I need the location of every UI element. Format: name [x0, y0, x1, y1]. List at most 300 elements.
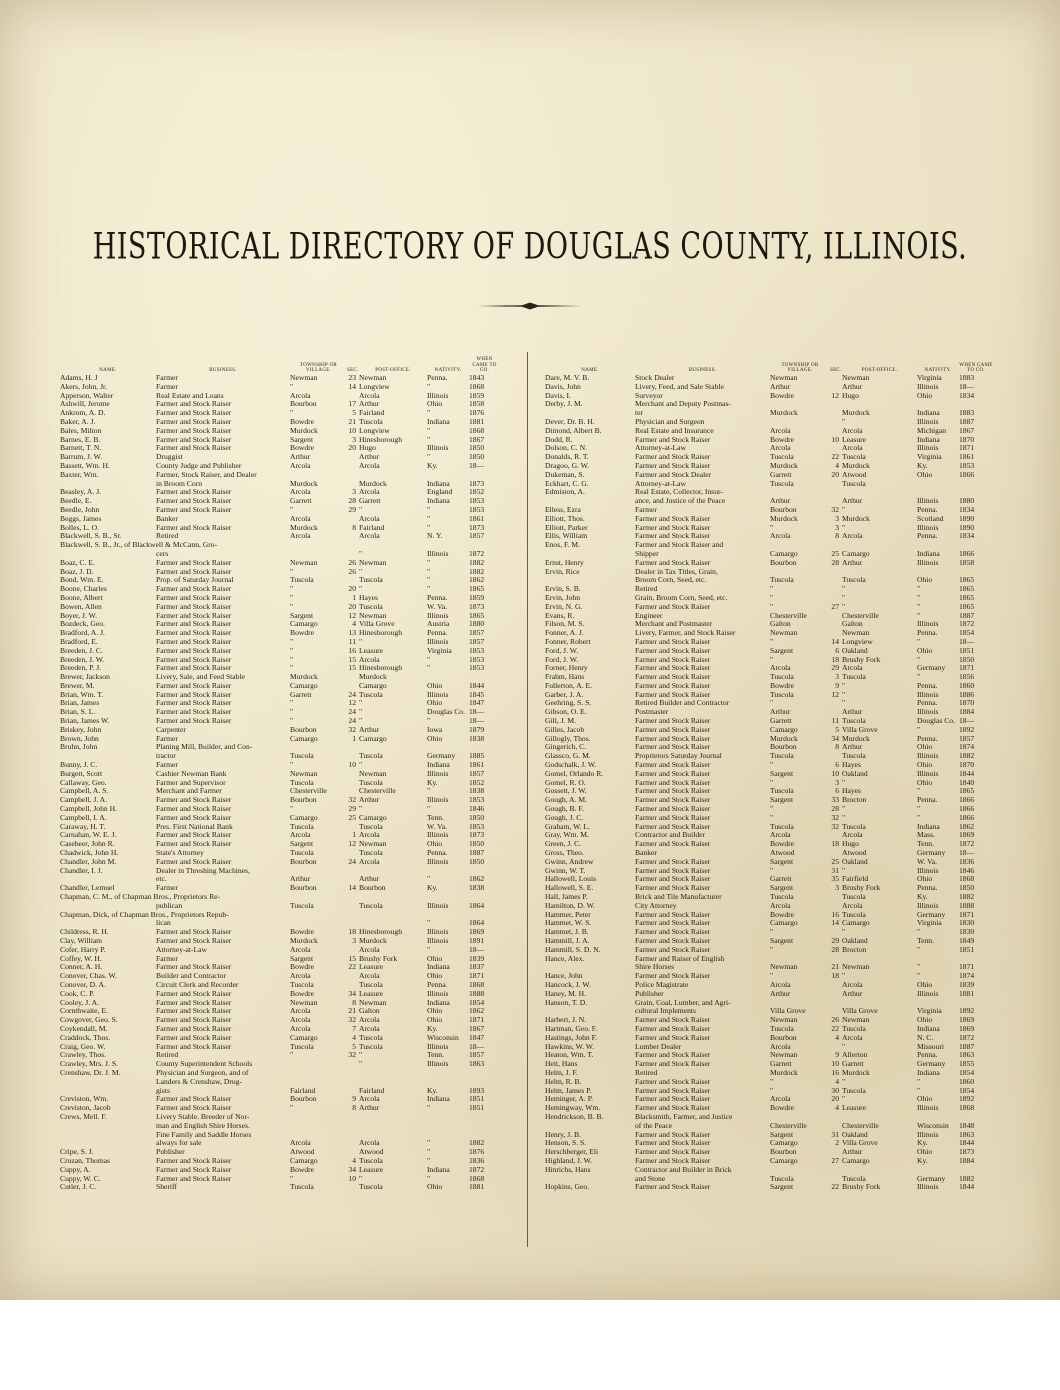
- table-row: [545, 664, 993, 673]
- entry-came-to-county: 1882: [959, 751, 975, 761]
- entry-township: Arcola: [770, 1094, 791, 1104]
- entry-name: Hastings, John F.: [545, 1032, 598, 1042]
- entry-post-office: ": [842, 592, 846, 602]
- entry-section: 32: [348, 1015, 356, 1025]
- entry-section: 27: [831, 601, 839, 611]
- entry-nativity: ": [427, 874, 431, 884]
- entry-post-office: Arcola: [359, 856, 380, 866]
- header-section: SEC.: [830, 368, 842, 374]
- entry-business: Farmer and Stock Raiser: [156, 830, 232, 840]
- entry-section: [347, 1078, 359, 1087]
- entry-business: Farmer and Stock Raiser: [156, 610, 232, 620]
- entry-township: Sargent: [770, 1182, 794, 1192]
- entry-nativity: Illinois: [917, 1103, 939, 1113]
- entry-post-office: Tuscola: [359, 848, 383, 858]
- entry-business: Farmer and Stock Raiser: [635, 601, 711, 611]
- entry-section: [830, 990, 842, 999]
- entry-nativity: Illinois: [427, 795, 449, 805]
- table-row: [545, 1069, 993, 1078]
- table-row: [60, 1122, 500, 1131]
- entry-nativity: Ohio: [917, 1147, 933, 1157]
- entry-post-office: Arthur: [842, 742, 863, 752]
- entry-came-to-county: 1868: [959, 1103, 975, 1113]
- entry-name: Apperson, Walter: [60, 390, 114, 400]
- entry-name: Bunny, J. C.: [60, 760, 98, 770]
- entry-section: 25: [831, 548, 839, 558]
- entry-name: Beasley, A. J.: [60, 487, 102, 497]
- entry-section: 10: [831, 1059, 839, 1069]
- table-row: [545, 629, 993, 638]
- entry-came-to-county: 1872: [469, 1164, 485, 1174]
- entry-section: [347, 1183, 359, 1192]
- entry-came-to-county: 1865: [959, 575, 975, 585]
- entry-section: 16: [348, 645, 356, 655]
- entry-post-office: Galton: [359, 1006, 380, 1016]
- entry-business: Farmer and Stock Raiser: [635, 856, 711, 866]
- entry-township: Villa Grove: [770, 1006, 806, 1016]
- entry-came-to-county: 1856: [959, 672, 975, 682]
- entry-section: 8: [352, 522, 356, 532]
- entry-township: Newman: [290, 373, 318, 382]
- entry-nativity: Illinois: [427, 856, 449, 866]
- entry-section: [830, 981, 842, 990]
- entry-name: Campbell, J. A.: [60, 795, 108, 805]
- entry-business: Farmer and Stock Raiser: [156, 601, 232, 611]
- entry-section: 10: [348, 425, 356, 435]
- entry-business: Real Estate and Insurance: [635, 425, 714, 435]
- entry-name: Beggs, James: [60, 513, 102, 523]
- entry-business: publican: [156, 900, 183, 910]
- entry-came-to-county: 1866: [959, 804, 975, 814]
- entry-post-office: Brushy Fork: [842, 883, 881, 893]
- entry-township: Bowdre: [290, 443, 315, 453]
- entry-township: ": [770, 698, 774, 708]
- entry-township: ": [770, 654, 774, 664]
- entry-section: 27: [831, 1155, 839, 1165]
- entry-township: ": [770, 1085, 774, 1095]
- entry-section: 18: [348, 927, 356, 937]
- entry-name: Crawley, Thos.: [60, 1050, 106, 1060]
- entry-nativity: Penna.: [427, 373, 448, 382]
- entry-business: Farmer and Stock Raiser: [156, 628, 232, 638]
- entry-section: 3: [835, 777, 839, 787]
- entry-post-office: Leasure: [359, 962, 384, 972]
- entry-name: Clay, William: [60, 936, 103, 945]
- entry-section: 3: [835, 672, 839, 682]
- directory-column-left: [60, 352, 500, 1192]
- entry-business: Farmer: [156, 373, 178, 382]
- entry-township: Sargent: [770, 856, 794, 866]
- entry-business: Prop. of Saturday Journal: [156, 575, 234, 585]
- entry-business: Retired: [156, 531, 179, 541]
- entry-name: Hall, James P.: [545, 892, 588, 902]
- entry-business: Postmaster: [635, 707, 669, 717]
- entry-township: Newman: [290, 557, 318, 567]
- entry-nativity: ": [917, 672, 921, 682]
- entry-name: Ankrom, A. D.: [60, 408, 106, 418]
- entry-township: [290, 1122, 347, 1131]
- entry-township: Newman: [770, 962, 798, 972]
- entry-township: Tuscola: [770, 892, 794, 902]
- entry-nativity: Illinois: [917, 522, 939, 532]
- table-row: [545, 1078, 993, 1087]
- entry-business: Farmer and Stock Raiser: [156, 698, 232, 708]
- entry-township: ": [290, 645, 294, 655]
- entry-section: 10: [348, 760, 356, 770]
- entry-business: Farmer and Stock Raiser: [156, 1103, 232, 1113]
- entry-township: Bourbon: [290, 883, 317, 893]
- entry-nativity: Ohio: [427, 698, 443, 708]
- entry-nativity: ": [917, 592, 921, 602]
- entry-nativity: Illinois: [427, 636, 449, 646]
- entry-name: Cuppy, A.: [60, 1164, 91, 1174]
- entry-name: Helm, J. F.: [545, 1067, 578, 1077]
- entry-post-office: Bourbon: [359, 883, 386, 893]
- entry-township: Camargo: [290, 1155, 318, 1165]
- entry-came-to-county: 1858: [469, 399, 485, 409]
- entry-business: Farmer and Stock Raiser: [156, 1041, 232, 1051]
- header-came-to-county: WHEN CAME TO CO.: [959, 362, 993, 374]
- entry-came-to-county: 1834: [959, 390, 975, 400]
- entry-township: Bourbon: [290, 795, 317, 805]
- entry-came-to-county: 1880: [959, 496, 975, 506]
- entry-came-to-county: 1853: [469, 645, 485, 655]
- entry-post-office: Leasure: [359, 988, 384, 998]
- entry-name: Conover, D. A.: [60, 979, 106, 989]
- entry-came-to-county: 1839: [959, 979, 975, 989]
- entry-business: Merchant and Postmaster: [635, 619, 713, 629]
- entry-section: 14: [348, 381, 356, 391]
- entry-township: Sargent: [770, 883, 794, 893]
- entry-name: Ervin, John: [545, 592, 581, 602]
- entry-nativity: ": [917, 1085, 921, 1095]
- table-row: [545, 471, 993, 480]
- entry-township: Sargent: [770, 936, 794, 945]
- entry-township: Bowdre: [290, 628, 315, 638]
- entry-post-office: Tuscola: [842, 1173, 866, 1183]
- entry-name: Gomel, R. O.: [545, 777, 586, 787]
- entry-name: Beedle, John: [60, 504, 100, 514]
- entry-township: Camargo: [770, 1155, 798, 1165]
- entry-name: Heit, Hans: [545, 1059, 578, 1069]
- entry-section: [347, 1122, 359, 1131]
- entry-nativity: Illinois: [917, 443, 939, 453]
- entry-post-office: Camargo: [842, 548, 870, 558]
- entry-name: Gossett, J. W.: [545, 786, 587, 796]
- entry-post-office: Camargo: [359, 733, 387, 743]
- entry-business: Farmer and Stock Raiser: [635, 883, 711, 893]
- entry-name: Baker, A. J.: [60, 416, 96, 426]
- entry-township: ": [290, 566, 294, 576]
- table-row: [60, 418, 500, 427]
- entry-township: Tuscola: [770, 786, 794, 796]
- entry-came-to-county: [469, 1122, 500, 1131]
- entry-business: cultural Implements: [635, 1006, 696, 1016]
- entry-came-to-county: 1840: [959, 777, 975, 787]
- entry-post-office: Longview: [842, 636, 873, 646]
- entry-post-office: Villa Grove: [842, 724, 878, 734]
- entry-business: Farmer and Stock Raiser: [635, 1059, 711, 1069]
- entry-came-to-county: 1868: [469, 425, 485, 435]
- entry-name: Beedle, E.: [60, 496, 92, 506]
- entry-business: Banker: [156, 513, 178, 523]
- entry-township: Camargo: [770, 548, 798, 558]
- entry-business: Farmer and Stock Raiser: [635, 733, 711, 743]
- entry-post-office: Tuscola: [842, 575, 866, 585]
- entry-section: 6: [835, 760, 839, 770]
- table-row: [545, 717, 993, 726]
- entry-section: 10: [831, 434, 839, 444]
- entry-name: Adams, H. J: [60, 373, 98, 382]
- entry-name: Gilles, Jacob: [545, 724, 585, 734]
- entry-post-office: Murdock: [359, 478, 387, 488]
- entry-came-to-county: 1857: [959, 733, 975, 743]
- entry-business: Blacksmith, Farmer, and Justice: [635, 1111, 733, 1121]
- entry-township: Arcola: [290, 460, 311, 470]
- table-row: [60, 911, 500, 920]
- entry-section: [830, 400, 842, 409]
- entry-post-office: Tuscola: [359, 689, 383, 699]
- entry-business: Farmer and Stock Raiser: [635, 812, 711, 822]
- entry-came-to-county: 1844: [959, 1138, 975, 1148]
- entry-came-to-county: 1871: [959, 962, 975, 972]
- entry-came-to-county: 1873: [469, 522, 485, 532]
- entry-business: etc.: [156, 874, 167, 884]
- table-row: [60, 656, 500, 665]
- entry-name: Caraway, H. T.: [60, 821, 106, 831]
- entry-name: Boone, Charles: [60, 584, 107, 594]
- entry-business: Farmer and Stock Raiser: [635, 724, 711, 734]
- entry-nativity: ": [917, 962, 921, 972]
- entry-section: 6: [835, 645, 839, 655]
- entry-post-office: ": [842, 1076, 846, 1086]
- entry-nativity: Illinois: [917, 619, 939, 629]
- entry-business: Merchant and Deputy Postmas-: [635, 399, 731, 409]
- entry-came-to-county: 1850: [959, 654, 975, 664]
- entry-nativity: Penna.: [427, 592, 448, 602]
- header-post-office: POST-OFFICE.: [861, 368, 898, 374]
- table-row: [60, 444, 500, 453]
- entry-business: Farmer and Stock Raiser: [156, 584, 232, 594]
- entry-post-office: Newman: [842, 373, 870, 382]
- entry-nativity: Virginia: [917, 1006, 942, 1016]
- entry-came-to-county: 1868: [469, 1173, 485, 1183]
- entry-name: Ford, J. W.: [545, 645, 579, 655]
- entry-township: Murdock: [290, 478, 318, 488]
- entry-nativity: Indiana: [917, 548, 940, 558]
- entry-township: Sargent: [770, 1129, 794, 1139]
- entry-business: Farmer and Stock Raiser: [635, 874, 711, 884]
- entry-came-to-county: 1892: [959, 724, 975, 734]
- entry-name: Helm, R. B.: [545, 1076, 582, 1086]
- entry-nativity: Ky.: [917, 460, 928, 470]
- entry-post-office: Arthur: [842, 988, 863, 998]
- entry-section: 18: [831, 654, 839, 664]
- entry-nativity: Germany: [427, 751, 456, 761]
- entry-nativity: Ohio: [917, 390, 933, 400]
- entry-post-office: Tuscola: [359, 416, 383, 426]
- entry-section: 3: [835, 522, 839, 532]
- entry-business: Landers & Crenshaw, Drug-: [156, 1076, 242, 1086]
- entry-post-office: ": [842, 865, 846, 875]
- entry-post-office: Arcola: [359, 1138, 380, 1148]
- entry-business: always for sale: [156, 1138, 202, 1148]
- entry-came-to-county: 1872: [469, 548, 485, 558]
- entry-post-office: ": [842, 522, 846, 532]
- entry-township: ": [290, 601, 294, 611]
- table-row: [60, 1166, 500, 1175]
- entry-business: man and English Shire Horses.: [156, 1120, 250, 1130]
- entry-business: County Judge and Publisher: [156, 460, 242, 470]
- entry-name: Ervin, N. G.: [545, 601, 583, 611]
- entry-name: Bales, Milton: [60, 425, 102, 435]
- entry-name: Bruhn, John: [60, 742, 98, 752]
- entry-business: Farmer and Stock Raiser: [156, 592, 232, 602]
- entry-name: Chandler, I. J.: [60, 865, 103, 875]
- entry-name: Green, J. C.: [545, 839, 582, 849]
- entry-name: Gill, J. M.: [545, 716, 577, 726]
- entry-township: [290, 1069, 347, 1078]
- entry-came-to-county: 1862: [469, 1006, 485, 1016]
- entry-post-office: Arthur: [359, 452, 380, 462]
- entry-section: 21: [831, 962, 839, 972]
- entry-nativity: [427, 911, 469, 920]
- entry-name: Briskey, John: [60, 724, 102, 734]
- entry-post-office: Newman: [359, 373, 387, 382]
- entry-nativity: ": [427, 786, 431, 796]
- entry-section: [347, 673, 359, 682]
- title-ornament-divider: [478, 302, 582, 310]
- entry-post-office: ": [359, 584, 363, 594]
- entry-name: Derby, J. M.: [545, 399, 583, 409]
- entry-nativity: Mass.: [917, 830, 935, 840]
- table-row: [60, 1113, 500, 1122]
- entry-name: Dever, Dr. B. H.: [545, 416, 595, 426]
- entry-business: Farmer and Stock Raiser: [156, 1155, 232, 1165]
- table-row: [60, 647, 500, 656]
- entry-post-office: Hugo: [842, 839, 859, 849]
- entry-nativity: Austria: [427, 619, 450, 629]
- entry-came-to-county: 1851: [959, 944, 975, 954]
- table-row: [545, 955, 993, 964]
- entry-name: Davis, I.: [545, 390, 571, 400]
- table-row: [545, 919, 993, 928]
- entry-section: 32: [831, 821, 839, 831]
- entry-came-to-county: 1873: [469, 830, 485, 840]
- entry-business: Farmer and Stock Raiser: [156, 654, 232, 664]
- entry-business: Farmer and Stock Raiser: [156, 1173, 232, 1183]
- entry-post-office: Longview: [359, 381, 390, 391]
- entry-township: ": [290, 592, 294, 602]
- entry-came-to-county: 1873: [959, 1147, 975, 1157]
- entry-name: Bowen, Allen: [60, 601, 102, 611]
- table-row: [60, 576, 500, 585]
- entry-township: ": [770, 971, 774, 981]
- entry-name: Childress, R. H.: [60, 927, 109, 937]
- entry-section: [347, 1113, 359, 1122]
- entry-township: Tuscola: [770, 751, 794, 761]
- entry-nativity: Ohio: [917, 742, 933, 752]
- entry-business: Planing Mill, Builder, and Con-: [156, 742, 253, 752]
- entry-name: Bradford, E.: [60, 636, 98, 646]
- entry-post-office: ": [842, 1041, 846, 1051]
- entry-township: Arcola: [290, 830, 311, 840]
- entry-post-office: Villa Grove: [359, 619, 395, 629]
- entry-township: Tuscola: [290, 1041, 314, 1051]
- entry-post-office: Allerton: [842, 1050, 868, 1060]
- entry-post-office: Arcola: [359, 390, 380, 400]
- entry-nativity: ": [427, 504, 431, 514]
- entry-post-office: Arthur: [359, 1103, 380, 1113]
- entry-name: Ellis, William: [545, 531, 588, 541]
- entry-township: Murdock: [290, 425, 318, 435]
- entry-section: 14: [348, 883, 356, 893]
- entry-business: Farmer and Stock Raiser: [635, 971, 711, 981]
- table-row: [60, 506, 500, 515]
- entry-township: Tuscola: [770, 672, 794, 682]
- entry-township: Tuscola: [770, 1173, 794, 1183]
- entry-nativity: Ky.: [917, 1155, 928, 1165]
- entry-township: ": [290, 716, 294, 726]
- entry-name: Chadwick, John H.: [60, 848, 119, 858]
- entry-township: Galton: [770, 619, 791, 629]
- entry-section: [347, 453, 359, 462]
- entry-business: Pres. First National Bank: [156, 821, 233, 831]
- entry-business: Retired: [156, 1050, 179, 1060]
- entry-post-office: Camargo: [842, 918, 870, 928]
- entry-nativity: Indiana: [917, 408, 940, 418]
- entry-name: Gillogly, Thos.: [545, 733, 591, 743]
- entry-nativity: ": [917, 812, 921, 822]
- entry-post-office: Arcola: [359, 971, 380, 981]
- entry-business: Livery, Farmer, and Stock Raiser: [635, 628, 736, 638]
- table-row: [545, 779, 993, 788]
- entry-name: Casebeer, John R.: [60, 839, 115, 849]
- entry-nativity: ": [427, 944, 431, 954]
- entry-nativity: Illinois: [917, 496, 939, 506]
- entry-post-office: ": [842, 680, 846, 690]
- entry-name: Gomel, Orlando R.: [545, 768, 604, 778]
- entry-business: in Broom Corn: [156, 478, 202, 488]
- entry-came-to-county: 1851: [469, 1103, 485, 1113]
- entry-post-office: Tuscola: [359, 751, 383, 761]
- entry-township: ": [770, 865, 774, 875]
- entry-section: 1: [352, 733, 356, 743]
- entry-township: Arcola: [290, 1023, 311, 1033]
- entry-came-to-county: 1874: [959, 742, 975, 752]
- entry-nativity: ": [427, 654, 431, 664]
- entry-nativity: W. Va.: [427, 821, 448, 831]
- table-row: [60, 374, 500, 383]
- entry-name: Gwinn, Andrew: [545, 856, 594, 866]
- entry-section: [347, 770, 359, 779]
- entry-section: 33: [831, 795, 839, 805]
- entry-came-to-county: 1861: [959, 452, 975, 462]
- entry-name: Hammet, J. B.: [545, 927, 589, 937]
- entry-business: Farmer and Stock Raiser: [635, 786, 711, 796]
- entry-nativity: Ohio: [427, 839, 443, 849]
- entry-township: Arcola: [770, 425, 791, 435]
- entry-name: Brewer, M.: [60, 680, 95, 690]
- entry-business: Livery, Sale, and Feed Stable: [156, 672, 245, 682]
- entry-post-office: Arthur: [359, 795, 380, 805]
- entry-post-office: Newman: [359, 557, 387, 567]
- entry-name: Henry, J. B.: [545, 1129, 581, 1139]
- entry-township: Camargo: [290, 733, 318, 743]
- entry-came-to-county: 1876: [469, 408, 485, 418]
- entry-township: Sargent: [770, 795, 794, 805]
- entry-post-office: Arcola: [359, 1015, 380, 1025]
